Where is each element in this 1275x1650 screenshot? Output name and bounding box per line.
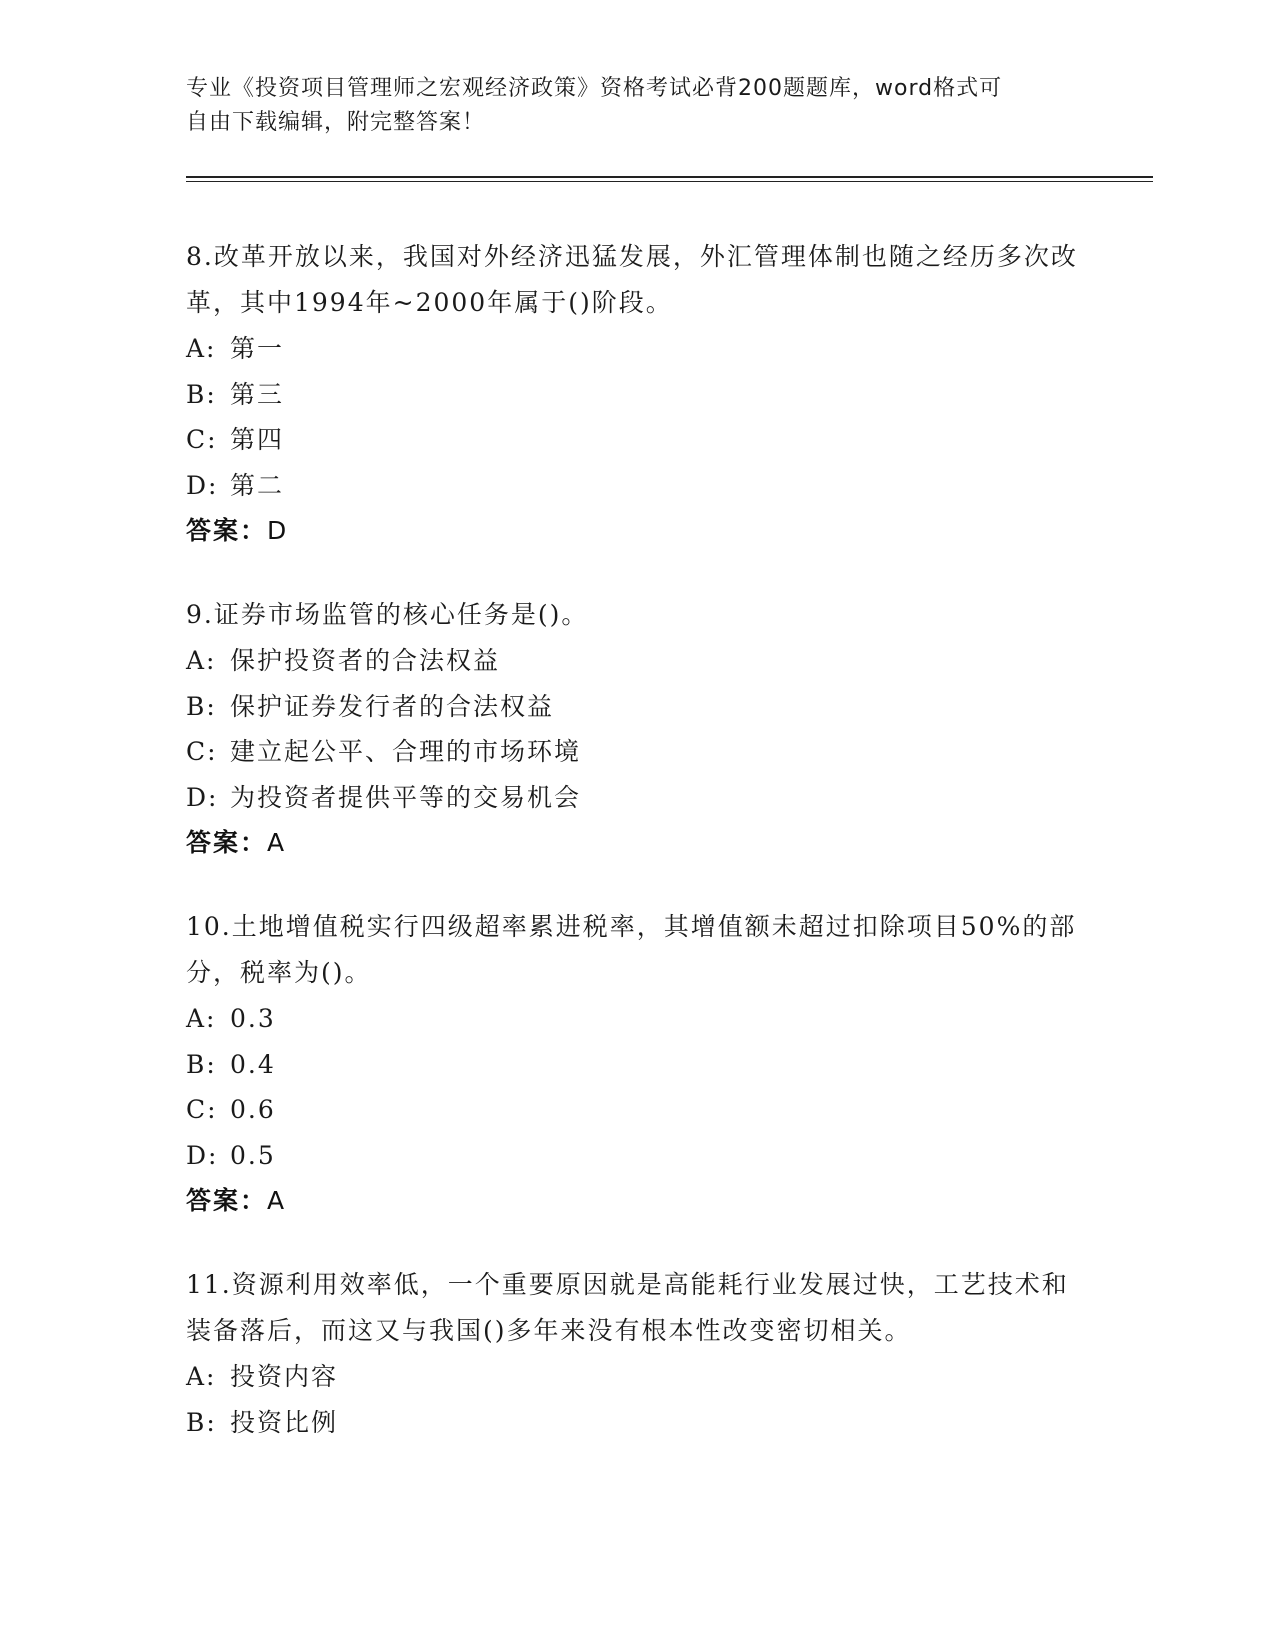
option-letter: B:	[186, 1407, 217, 1437]
option-text: 第二	[230, 470, 285, 500]
answer-value: D	[267, 516, 289, 545]
question-text: 11.资源利用效率低，一个重要原因就是高能耗行业发展过快，工艺技术和装备落后，而这又与我国()多年来没有根本性改变密切相关。	[186, 1270, 1069, 1345]
question-item	[186, 1262, 1086, 1445]
document-header	[186, 72, 1066, 140]
option-item	[186, 1042, 1086, 1088]
answer-label: 答案：	[186, 1186, 268, 1215]
option-text: 第一	[230, 334, 285, 363]
header-line-2: 自由下载编辑，附完整答案！	[186, 110, 486, 135]
option-text: 第四	[230, 425, 285, 454]
option-item	[186, 1087, 1086, 1133]
question-item	[186, 592, 1086, 866]
option-item	[186, 1400, 1086, 1446]
option-item	[186, 684, 1086, 730]
option-text: 保护投资者的合法权益	[230, 646, 501, 675]
option-text: 建立起公平、合理的市场环境	[230, 737, 582, 766]
header-line-1: 专业《投资项目管理师之宏观经济政策》资格考试必背200题题库，word格式可	[186, 76, 1003, 101]
option-item	[186, 1354, 1086, 1400]
option-letter: D:	[186, 470, 219, 500]
option-text: 0.6	[230, 1095, 276, 1124]
answer-line	[186, 508, 1086, 554]
option-item	[186, 372, 1086, 418]
option-letter: A:	[186, 1362, 217, 1391]
option-letter: C:	[186, 1095, 218, 1124]
option-letter: A:	[186, 334, 217, 363]
option-text: 第三	[230, 379, 285, 409]
option-text: 投资内容	[230, 1362, 339, 1391]
option-text: 保护证券发行者的合法权益	[230, 691, 555, 721]
option-letter: B:	[186, 691, 217, 721]
option-letter: A:	[186, 1004, 217, 1033]
option-letter: C:	[186, 425, 218, 454]
answer-line	[186, 1178, 1086, 1224]
option-item	[186, 326, 1086, 372]
option-item	[186, 463, 1086, 509]
question-text: 8.改革开放以来，我国对外经济迅猛发展，外汇管理体制也随之经历多次改革，其中1994年~2000年属于()阶段。	[186, 242, 1078, 317]
question-item	[186, 904, 1086, 1224]
option-letter: B:	[186, 379, 217, 409]
option-letter: D:	[186, 1140, 219, 1170]
option-text: 为投资者提供平等的交易机会	[230, 782, 582, 812]
question-item	[186, 234, 1086, 554]
answer-value: A	[267, 1186, 287, 1215]
header-rule-thick	[186, 176, 1153, 178]
question-text: 9.证券市场监管的核心任务是()。	[186, 600, 589, 629]
answer-line	[186, 820, 1086, 866]
answer-label: 答案：	[186, 516, 268, 545]
option-text: 0.3	[230, 1004, 276, 1033]
option-text: 投资比例	[230, 1407, 339, 1437]
option-item	[186, 417, 1086, 463]
header-rule-thin	[186, 181, 1153, 182]
option-letter: D:	[186, 782, 219, 812]
option-item	[186, 1133, 1086, 1179]
option-letter: C:	[186, 737, 218, 766]
answer-value: A	[267, 828, 287, 857]
option-letter: B:	[186, 1049, 217, 1079]
option-text: 0.5	[230, 1140, 276, 1170]
option-item	[186, 638, 1086, 684]
option-item	[186, 775, 1086, 821]
option-letter: A:	[186, 646, 217, 675]
question-text: 10.土地增值税实行四级超率累进税率，其增值额未超过扣除项目50%的部分，税率为()。	[186, 912, 1077, 987]
question-list	[186, 234, 1086, 1483]
option-text: 0.4	[230, 1049, 276, 1079]
answer-label: 答案：	[186, 828, 268, 857]
option-item	[186, 729, 1086, 775]
option-item	[186, 996, 1086, 1042]
